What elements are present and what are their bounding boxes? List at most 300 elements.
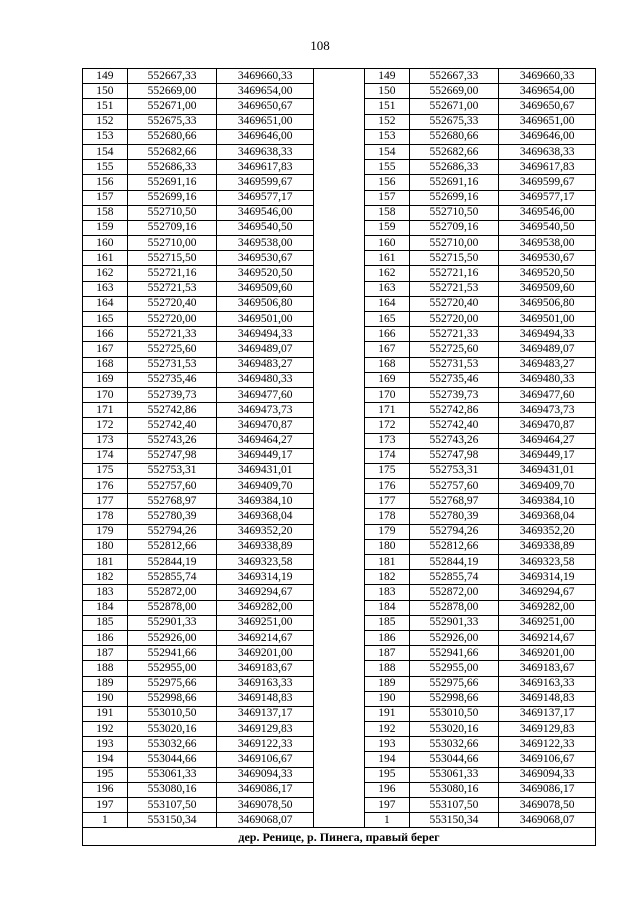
left-point-number-cell: 149	[83, 69, 128, 84]
right-point-number-cell: 167	[364, 342, 409, 357]
left-x-coordinate-cell: 553150,34	[127, 813, 217, 828]
left-point-number-cell: 194	[83, 752, 128, 767]
right-y-coordinate-cell: 3469489,07	[499, 342, 596, 357]
left-x-coordinate-cell: 552725,60	[127, 342, 217, 357]
right-x-coordinate-cell: 552742,40	[409, 418, 499, 433]
left-point-number-cell: 168	[83, 357, 128, 372]
left-x-coordinate-cell: 552901,33	[127, 615, 217, 630]
right-point-number-cell: 188	[364, 661, 409, 676]
left-point-number-cell: 161	[83, 251, 128, 266]
left-y-coordinate-cell: 3469599,67	[217, 175, 314, 190]
table-row	[83, 296, 596, 311]
right-x-coordinate-cell: 552691,16	[409, 175, 499, 190]
right-point-number-cell: 153	[364, 129, 409, 144]
right-y-coordinate-cell: 3469122,33	[499, 737, 596, 752]
left-y-coordinate-cell: 3469214,67	[217, 630, 314, 645]
right-x-coordinate-cell: 552753,31	[409, 463, 499, 478]
table-row	[83, 463, 596, 478]
left-x-coordinate-cell: 552768,97	[127, 494, 217, 509]
left-point-number-cell: 150	[83, 84, 128, 99]
left-x-coordinate-cell: 552731,53	[127, 357, 217, 372]
right-x-coordinate-cell: 552721,53	[409, 281, 499, 296]
right-y-coordinate-cell: 3469540,50	[499, 220, 596, 235]
left-x-coordinate-cell: 553020,16	[127, 722, 217, 737]
left-point-number-cell: 157	[83, 190, 128, 205]
left-y-coordinate-cell: 3469473,73	[217, 403, 314, 418]
table-row	[83, 403, 596, 418]
spacer-cell	[314, 403, 365, 418]
left-point-number-cell: 182	[83, 570, 128, 585]
right-x-coordinate-cell: 553061,33	[409, 767, 499, 782]
right-x-coordinate-cell: 552780,39	[409, 509, 499, 524]
spacer-cell	[314, 251, 365, 266]
right-point-number-cell: 180	[364, 539, 409, 554]
left-point-number-cell: 154	[83, 144, 128, 159]
right-x-coordinate-cell: 553080,16	[409, 782, 499, 797]
right-point-number-cell: 163	[364, 281, 409, 296]
left-x-coordinate-cell: 552709,16	[127, 220, 217, 235]
table-row	[83, 357, 596, 372]
table-row	[83, 630, 596, 645]
left-x-coordinate-cell: 552667,33	[127, 69, 217, 84]
left-point-number-cell: 163	[83, 281, 128, 296]
right-point-number-cell: 151	[364, 99, 409, 114]
left-x-coordinate-cell: 552926,00	[127, 630, 217, 645]
right-y-coordinate-cell: 3469086,17	[499, 782, 596, 797]
left-y-coordinate-cell: 3469294,67	[217, 585, 314, 600]
right-point-number-cell: 186	[364, 630, 409, 645]
right-y-coordinate-cell: 3469368,04	[499, 509, 596, 524]
right-point-number-cell: 162	[364, 266, 409, 281]
right-x-coordinate-cell: 552675,33	[409, 114, 499, 129]
table-row	[83, 372, 596, 387]
left-x-coordinate-cell: 552742,86	[127, 403, 217, 418]
right-y-coordinate-cell: 3469078,50	[499, 798, 596, 813]
right-y-coordinate-cell: 3469599,67	[499, 175, 596, 190]
table-row	[83, 752, 596, 767]
right-point-number-cell: 150	[364, 84, 409, 99]
right-point-number-cell: 161	[364, 251, 409, 266]
left-y-coordinate-cell: 3469638,33	[217, 144, 314, 159]
right-y-coordinate-cell: 3469323,58	[499, 555, 596, 570]
left-point-number-cell: 159	[83, 220, 128, 235]
left-x-coordinate-cell: 552680,66	[127, 129, 217, 144]
right-x-coordinate-cell: 553107,50	[409, 798, 499, 813]
spacer-cell	[314, 99, 365, 114]
right-point-number-cell: 149	[364, 69, 409, 84]
table-row	[83, 205, 596, 220]
spacer-cell	[314, 524, 365, 539]
table-row	[83, 706, 596, 721]
table-row	[83, 676, 596, 691]
right-y-coordinate-cell: 3469501,00	[499, 312, 596, 327]
spacer-cell	[314, 752, 365, 767]
spacer-cell	[314, 600, 365, 615]
table-row	[83, 160, 596, 175]
left-point-number-cell: 153	[83, 129, 128, 144]
right-x-coordinate-cell: 552671,00	[409, 99, 499, 114]
spacer-cell	[314, 205, 365, 220]
left-y-coordinate-cell: 3469251,00	[217, 615, 314, 630]
left-point-number-cell: 151	[83, 99, 128, 114]
right-point-number-cell: 185	[364, 615, 409, 630]
left-x-coordinate-cell: 552941,66	[127, 646, 217, 661]
right-point-number-cell: 155	[364, 160, 409, 175]
spacer-cell	[314, 387, 365, 402]
right-y-coordinate-cell: 3469473,73	[499, 403, 596, 418]
table-row	[83, 524, 596, 539]
spacer-cell	[314, 448, 365, 463]
spacer-cell	[314, 220, 365, 235]
left-x-coordinate-cell: 552691,16	[127, 175, 217, 190]
right-point-number-cell: 195	[364, 767, 409, 782]
right-y-coordinate-cell: 3469129,83	[499, 722, 596, 737]
table-row	[83, 266, 596, 281]
left-y-coordinate-cell: 3469480,33	[217, 372, 314, 387]
right-x-coordinate-cell: 552686,33	[409, 160, 499, 175]
right-x-coordinate-cell: 552735,46	[409, 372, 499, 387]
table-row	[83, 691, 596, 706]
spacer-cell	[314, 676, 365, 691]
right-x-coordinate-cell: 552878,00	[409, 600, 499, 615]
left-y-coordinate-cell: 3469323,58	[217, 555, 314, 570]
spacer-cell	[314, 160, 365, 175]
right-x-coordinate-cell: 552757,60	[409, 479, 499, 494]
table-row	[83, 433, 596, 448]
right-y-coordinate-cell: 3469520,50	[499, 266, 596, 281]
right-point-number-cell: 175	[364, 463, 409, 478]
left-y-coordinate-cell: 3469660,33	[217, 69, 314, 84]
table-row	[83, 509, 596, 524]
right-x-coordinate-cell: 552955,00	[409, 661, 499, 676]
right-x-coordinate-cell: 552742,86	[409, 403, 499, 418]
right-y-coordinate-cell: 3469650,67	[499, 99, 596, 114]
right-x-coordinate-cell: 552720,40	[409, 296, 499, 311]
left-y-coordinate-cell: 3469617,83	[217, 160, 314, 175]
right-x-coordinate-cell: 552721,16	[409, 266, 499, 281]
table-row	[83, 646, 596, 661]
left-y-coordinate-cell: 3469431,01	[217, 463, 314, 478]
left-x-coordinate-cell: 552753,31	[127, 463, 217, 478]
left-y-coordinate-cell: 3469483,27	[217, 357, 314, 372]
left-point-number-cell: 177	[83, 494, 128, 509]
left-x-coordinate-cell: 553061,33	[127, 767, 217, 782]
right-x-coordinate-cell: 552682,66	[409, 144, 499, 159]
table-row	[83, 448, 596, 463]
left-point-number-cell: 190	[83, 691, 128, 706]
spacer-cell	[314, 570, 365, 585]
right-point-number-cell: 192	[364, 722, 409, 737]
left-point-number-cell: 193	[83, 737, 128, 752]
spacer-cell	[314, 630, 365, 645]
right-point-number-cell: 191	[364, 706, 409, 721]
right-point-number-cell: 171	[364, 403, 409, 418]
left-y-coordinate-cell: 3469646,00	[217, 129, 314, 144]
spacer-cell	[314, 737, 365, 752]
left-x-coordinate-cell: 552675,33	[127, 114, 217, 129]
right-y-coordinate-cell: 3469464,27	[499, 433, 596, 448]
left-y-coordinate-cell: 3469654,00	[217, 84, 314, 99]
right-y-coordinate-cell: 3469546,00	[499, 205, 596, 220]
right-x-coordinate-cell: 552975,66	[409, 676, 499, 691]
right-point-number-cell: 154	[364, 144, 409, 159]
left-y-coordinate-cell: 3469338,89	[217, 539, 314, 554]
table-row	[83, 236, 596, 251]
left-point-number-cell: 183	[83, 585, 128, 600]
right-y-coordinate-cell: 3469068,07	[499, 813, 596, 828]
table-row	[83, 479, 596, 494]
table-row	[83, 555, 596, 570]
right-y-coordinate-cell: 3469183,67	[499, 661, 596, 676]
right-y-coordinate-cell: 3469494,33	[499, 327, 596, 342]
spacer-cell	[314, 418, 365, 433]
right-x-coordinate-cell: 552710,50	[409, 205, 499, 220]
right-point-number-cell: 187	[364, 646, 409, 661]
right-y-coordinate-cell: 3469660,33	[499, 69, 596, 84]
left-point-number-cell: 170	[83, 387, 128, 402]
table-row	[83, 585, 596, 600]
left-y-coordinate-cell: 3469540,50	[217, 220, 314, 235]
left-y-coordinate-cell: 3469352,20	[217, 524, 314, 539]
left-point-number-cell: 176	[83, 479, 128, 494]
table-row	[83, 600, 596, 615]
left-x-coordinate-cell: 553010,50	[127, 706, 217, 721]
table-row	[83, 281, 596, 296]
left-point-number-cell: 187	[83, 646, 128, 661]
footer-caption: дер. Ренице, р. Пинега, правый берег	[83, 828, 596, 846]
left-y-coordinate-cell: 3469137,17	[217, 706, 314, 721]
right-point-number-cell: 157	[364, 190, 409, 205]
right-y-coordinate-cell: 3469251,00	[499, 615, 596, 630]
left-x-coordinate-cell: 552735,46	[127, 372, 217, 387]
right-point-number-cell: 178	[364, 509, 409, 524]
right-x-coordinate-cell: 552794,26	[409, 524, 499, 539]
right-y-coordinate-cell: 3469282,00	[499, 600, 596, 615]
left-point-number-cell: 192	[83, 722, 128, 737]
right-point-number-cell: 194	[364, 752, 409, 767]
left-x-coordinate-cell: 552739,73	[127, 387, 217, 402]
right-y-coordinate-cell: 3469214,67	[499, 630, 596, 645]
left-point-number-cell: 184	[83, 600, 128, 615]
left-x-coordinate-cell: 552721,33	[127, 327, 217, 342]
spacer-cell	[314, 236, 365, 251]
page-number: 108	[310, 38, 330, 53]
right-y-coordinate-cell: 3469651,00	[499, 114, 596, 129]
right-point-number-cell: 156	[364, 175, 409, 190]
right-y-coordinate-cell: 3469654,00	[499, 84, 596, 99]
left-x-coordinate-cell: 553080,16	[127, 782, 217, 797]
right-point-number-cell: 173	[364, 433, 409, 448]
spacer-cell	[314, 129, 365, 144]
left-x-coordinate-cell: 552682,66	[127, 144, 217, 159]
right-point-number-cell: 160	[364, 236, 409, 251]
table-row	[83, 175, 596, 190]
right-point-number-cell: 165	[364, 312, 409, 327]
right-x-coordinate-cell: 552941,66	[409, 646, 499, 661]
right-y-coordinate-cell: 3469506,80	[499, 296, 596, 311]
table-row	[83, 813, 596, 828]
left-y-coordinate-cell: 3469122,33	[217, 737, 314, 752]
left-point-number-cell: 167	[83, 342, 128, 357]
left-x-coordinate-cell: 552742,40	[127, 418, 217, 433]
coordinates-table	[82, 68, 596, 846]
right-x-coordinate-cell: 552699,16	[409, 190, 499, 205]
right-x-coordinate-cell: 552720,00	[409, 312, 499, 327]
left-x-coordinate-cell: 552955,00	[127, 661, 217, 676]
left-y-coordinate-cell: 3469509,60	[217, 281, 314, 296]
table-row	[83, 99, 596, 114]
right-y-coordinate-cell: 3469137,17	[499, 706, 596, 721]
footer-row	[83, 828, 596, 846]
left-point-number-cell: 197	[83, 798, 128, 813]
spacer-cell	[314, 555, 365, 570]
left-point-number-cell: 196	[83, 782, 128, 797]
right-x-coordinate-cell: 552901,33	[409, 615, 499, 630]
spacer-cell	[314, 706, 365, 721]
left-x-coordinate-cell: 552780,39	[127, 509, 217, 524]
spacer-cell	[314, 296, 365, 311]
left-x-coordinate-cell: 552743,26	[127, 433, 217, 448]
spacer-cell	[314, 114, 365, 129]
table-row	[83, 494, 596, 509]
right-x-coordinate-cell: 552710,00	[409, 236, 499, 251]
table-row	[83, 312, 596, 327]
left-point-number-cell: 185	[83, 615, 128, 630]
right-x-coordinate-cell: 553150,34	[409, 813, 499, 828]
right-y-coordinate-cell: 3469352,20	[499, 524, 596, 539]
right-x-coordinate-cell: 553020,16	[409, 722, 499, 737]
spacer-cell	[314, 691, 365, 706]
right-point-number-cell: 174	[364, 448, 409, 463]
spacer-cell	[314, 509, 365, 524]
right-point-number-cell: 168	[364, 357, 409, 372]
right-y-coordinate-cell: 3469384,10	[499, 494, 596, 509]
right-y-coordinate-cell: 3469646,00	[499, 129, 596, 144]
left-point-number-cell: 178	[83, 509, 128, 524]
spacer-cell	[314, 615, 365, 630]
spacer-cell	[314, 463, 365, 478]
left-y-coordinate-cell: 3469094,33	[217, 767, 314, 782]
right-x-coordinate-cell: 552855,74	[409, 570, 499, 585]
spacer-cell	[314, 312, 365, 327]
left-point-number-cell: 1	[83, 813, 128, 828]
left-x-coordinate-cell: 552699,16	[127, 190, 217, 205]
table-row	[83, 615, 596, 630]
right-point-number-cell: 172	[364, 418, 409, 433]
left-y-coordinate-cell: 3469464,27	[217, 433, 314, 448]
spacer-cell	[314, 84, 365, 99]
right-y-coordinate-cell: 3469163,33	[499, 676, 596, 691]
right-y-coordinate-cell: 3469509,60	[499, 281, 596, 296]
left-point-number-cell: 164	[83, 296, 128, 311]
left-y-coordinate-cell: 3469546,00	[217, 205, 314, 220]
left-y-coordinate-cell: 3469577,17	[217, 190, 314, 205]
right-point-number-cell: 183	[364, 585, 409, 600]
left-x-coordinate-cell: 552878,00	[127, 600, 217, 615]
right-y-coordinate-cell: 3469470,87	[499, 418, 596, 433]
left-point-number-cell: 179	[83, 524, 128, 539]
right-point-number-cell: 166	[364, 327, 409, 342]
right-point-number-cell: 164	[364, 296, 409, 311]
right-y-coordinate-cell: 3469480,33	[499, 372, 596, 387]
left-y-coordinate-cell: 3469494,33	[217, 327, 314, 342]
right-y-coordinate-cell: 3469530,67	[499, 251, 596, 266]
left-x-coordinate-cell: 552715,50	[127, 251, 217, 266]
left-y-coordinate-cell: 3469129,83	[217, 722, 314, 737]
left-point-number-cell: 174	[83, 448, 128, 463]
right-point-number-cell: 193	[364, 737, 409, 752]
left-y-coordinate-cell: 3469449,17	[217, 448, 314, 463]
left-point-number-cell: 172	[83, 418, 128, 433]
left-x-coordinate-cell: 552975,66	[127, 676, 217, 691]
left-y-coordinate-cell: 3469086,17	[217, 782, 314, 797]
spacer-cell	[314, 722, 365, 737]
right-y-coordinate-cell: 3469483,27	[499, 357, 596, 372]
left-x-coordinate-cell: 552669,00	[127, 84, 217, 99]
spacer-cell	[314, 782, 365, 797]
table-row	[83, 129, 596, 144]
left-y-coordinate-cell: 3469368,04	[217, 509, 314, 524]
left-x-coordinate-cell: 552710,50	[127, 205, 217, 220]
right-y-coordinate-cell: 3469617,83	[499, 160, 596, 175]
table-row	[83, 782, 596, 797]
left-point-number-cell: 171	[83, 403, 128, 418]
left-y-coordinate-cell: 3469183,67	[217, 661, 314, 676]
left-y-coordinate-cell: 3469314,19	[217, 570, 314, 585]
left-y-coordinate-cell: 3469650,67	[217, 99, 314, 114]
spacer-cell	[314, 357, 365, 372]
right-x-coordinate-cell: 552709,16	[409, 220, 499, 235]
right-y-coordinate-cell: 3469431,01	[499, 463, 596, 478]
right-x-coordinate-cell: 552739,73	[409, 387, 499, 402]
left-point-number-cell: 186	[83, 630, 128, 645]
left-point-number-cell: 166	[83, 327, 128, 342]
spacer-cell	[314, 372, 365, 387]
right-point-number-cell: 184	[364, 600, 409, 615]
table-row	[83, 539, 596, 554]
left-point-number-cell: 191	[83, 706, 128, 721]
left-y-coordinate-cell: 3469106,67	[217, 752, 314, 767]
table-row	[83, 114, 596, 129]
left-y-coordinate-cell: 3469477,60	[217, 387, 314, 402]
left-x-coordinate-cell: 552872,00	[127, 585, 217, 600]
left-x-coordinate-cell: 552686,33	[127, 160, 217, 175]
left-x-coordinate-cell: 552844,19	[127, 555, 217, 570]
right-x-coordinate-cell: 552731,53	[409, 357, 499, 372]
right-x-coordinate-cell: 552725,60	[409, 342, 499, 357]
spacer-cell	[314, 190, 365, 205]
spacer-cell	[314, 281, 365, 296]
left-y-coordinate-cell: 3469530,67	[217, 251, 314, 266]
table-row	[83, 387, 596, 402]
spacer-cell	[314, 175, 365, 190]
right-x-coordinate-cell: 552667,33	[409, 69, 499, 84]
table-row	[83, 144, 596, 159]
right-x-coordinate-cell: 552747,98	[409, 448, 499, 463]
left-x-coordinate-cell: 552998,66	[127, 691, 217, 706]
left-y-coordinate-cell: 3469163,33	[217, 676, 314, 691]
left-y-coordinate-cell: 3469520,50	[217, 266, 314, 281]
left-x-coordinate-cell: 552757,60	[127, 479, 217, 494]
right-point-number-cell: 170	[364, 387, 409, 402]
right-point-number-cell: 1	[364, 813, 409, 828]
left-x-coordinate-cell: 552720,40	[127, 296, 217, 311]
left-y-coordinate-cell: 3469384,10	[217, 494, 314, 509]
right-point-number-cell: 179	[364, 524, 409, 539]
right-x-coordinate-cell: 552743,26	[409, 433, 499, 448]
table-row	[83, 570, 596, 585]
left-y-coordinate-cell: 3469068,07	[217, 813, 314, 828]
